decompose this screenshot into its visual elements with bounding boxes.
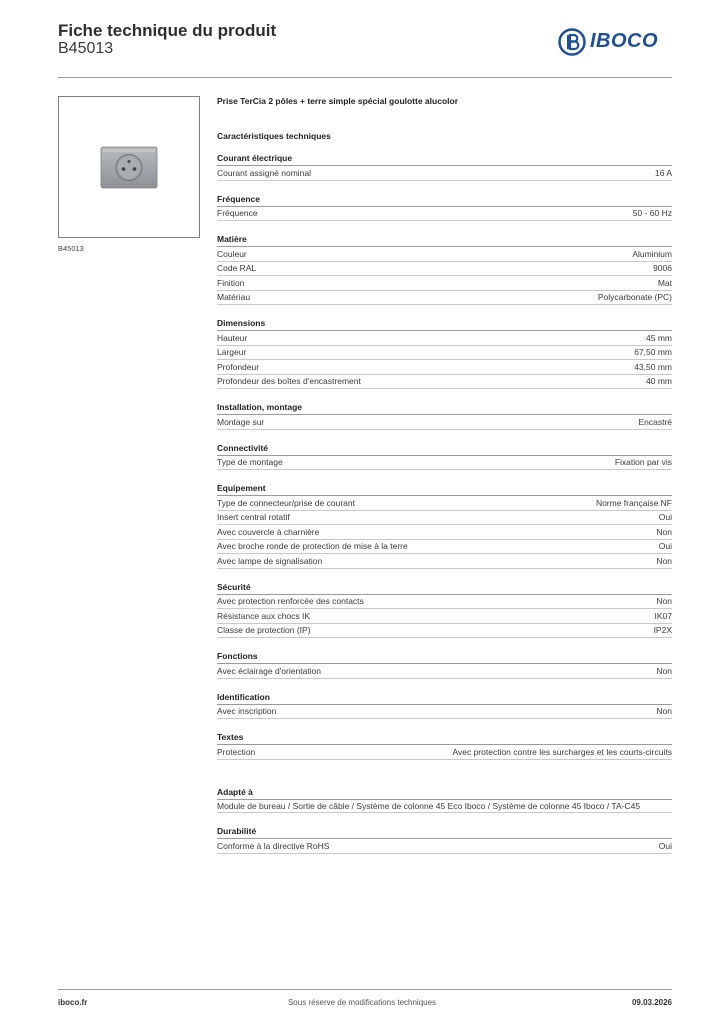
spec-value: 45 mm [646,332,672,343]
footer-date: 09.03.2026 [631,998,672,1007]
section-adapte [217,787,672,814]
spec-content [217,96,672,867]
spec-row [217,360,672,375]
spec-value: 43,50 mm [634,361,672,372]
iboco-logo-icon [558,28,586,56]
socket-product-image [59,97,199,237]
spec-label: Courant assigné nominal [217,167,312,178]
spec-value: Avec protection contre les surcharges et les courts-circuits [452,746,672,757]
product-image-frame [58,96,200,238]
section-title: Installation, montage [217,402,672,415]
spec-value: Norme française NF [595,497,672,508]
spacer [217,773,672,787]
spec-row [217,375,672,390]
footer-notice: Sous réserve de modifications techniques [287,998,437,1007]
section-fonctions [217,651,672,679]
image-caption: B45013 [58,244,84,253]
spec-label: Hauteur [217,332,248,343]
footer-website: iboco.fr [58,998,88,1007]
section-title: Textes [217,732,672,745]
footer-divider [58,989,672,990]
spec-row [217,247,672,262]
spec-label: Matériau [217,292,251,302]
spec-label: Profondeur [217,361,260,372]
spec-row [217,609,672,624]
spec-value: 40 mm [646,376,672,386]
section-title: Matière [217,234,672,247]
section-dimensions [217,318,672,389]
section-connectivite [217,443,672,471]
spec-value: 16 A [654,167,672,178]
spec-value: Encastré [638,416,672,427]
spec-value: 9006 [653,263,672,273]
spec-value: 67,50 mm [634,347,672,357]
product-description: Prise TerCia 2 pôles + terre simple spécial goulotte alucolor [217,96,458,106]
spec-row [217,346,672,361]
logo-wordmark: IBOCO [590,30,659,52]
header-divider [58,77,672,78]
spec-label: Type de montage [217,457,283,467]
spec-label: Avec éclairage d'orientation [217,665,322,676]
spec-value: IP2X [653,625,672,635]
spec-label: Couleur [217,248,247,259]
spec-row [217,624,672,639]
section-equipement [217,483,672,569]
spec-row [217,456,672,471]
spec-value: 50 - 60 Hz [632,208,672,218]
page-title: Fiche technique du produit [58,21,277,40]
section-title: Durabilité [217,826,672,839]
section-securite [217,582,672,639]
spec-value: Aluminium [632,248,672,259]
adapted-text: Module de bureau / Sortie de câble / Système de colonne 45 Eco Iboco / Système de colonne 45 Iboco / TA-C45 [217,800,672,814]
spec-row [217,331,672,346]
spec-label: Largeur [217,347,247,357]
spec-row [217,415,672,430]
section-title: Fréquence [217,194,672,207]
spec-value: Non [656,596,672,606]
spec-value: Mat [657,277,672,288]
spec-label: Profondeur des boîtes d'encastrement [217,376,361,386]
spec-row [217,540,672,555]
section-title: Fonctions [217,651,672,664]
section-frequence [217,194,672,222]
spec-value: Polycarbonate (PC) [597,292,672,302]
spec-row [217,511,672,526]
spec-label: Protection [217,746,256,757]
spec-row [217,496,672,511]
spec-row [217,262,672,277]
section-title: Courant électrique [217,153,672,166]
product-code: B45013 [58,40,114,57]
section-title: Connectivité [217,443,672,456]
iboco-logo [558,28,678,60]
spec-label: Avec inscription [217,706,277,716]
spec-value: Fixation par vis [614,457,672,467]
spec-row [217,291,672,306]
spec-label: Type de connecteur/prise de courant [217,497,355,508]
section-title: Adapté à [217,787,672,800]
spec-value: Non [656,526,672,537]
spec-value: Oui [658,512,672,522]
section-courant [217,153,672,181]
spec-row [217,554,672,569]
spec-row [217,664,672,679]
section-durabilite [217,826,672,854]
spec-row [217,839,672,854]
spec-label: Avec lampe de signalisation [217,555,323,566]
spec-label: Montage sur [217,416,265,427]
spec-value: Oui [658,840,672,851]
spec-value: Oui [658,541,672,551]
spec-value: IK07 [654,610,672,621]
specs-heading: Caractéristiques techniques [217,131,331,141]
section-identification [217,692,672,720]
spec-label: Fréquence [217,208,258,218]
section-title: Dimensions [217,318,672,331]
spec-row [217,276,672,291]
spec-label: Classe de protection (IP) [217,625,311,635]
spec-label: Finition [217,277,245,288]
spec-label: Insert central rotatif [217,512,290,522]
spec-value: Non [656,706,672,716]
spec-row [217,166,672,181]
spec-value: Non [656,555,672,566]
spec-row [217,595,672,610]
spec-value: Non [656,665,672,676]
spec-row [217,525,672,540]
section-matiere [217,234,672,305]
section-title: Equipement [217,483,672,496]
spec-label: Conforme à la directive RoHS [217,840,330,851]
section-installation [217,402,672,430]
spec-label: Résistance aux chocs IK [217,610,311,621]
section-textes [217,732,672,760]
section-title: Identification [217,692,672,705]
spec-label: Avec couvercle à charnière [217,526,320,537]
spec-row [217,745,672,760]
spec-row [217,705,672,720]
section-title: Sécurité [217,582,672,595]
spec-label: Code RAL [217,263,257,273]
spec-row [217,207,672,222]
spec-label: Avec broche ronde de protection de mise à la terre [217,541,408,551]
spec-label: Avec protection renforcée des contacts [217,596,364,606]
